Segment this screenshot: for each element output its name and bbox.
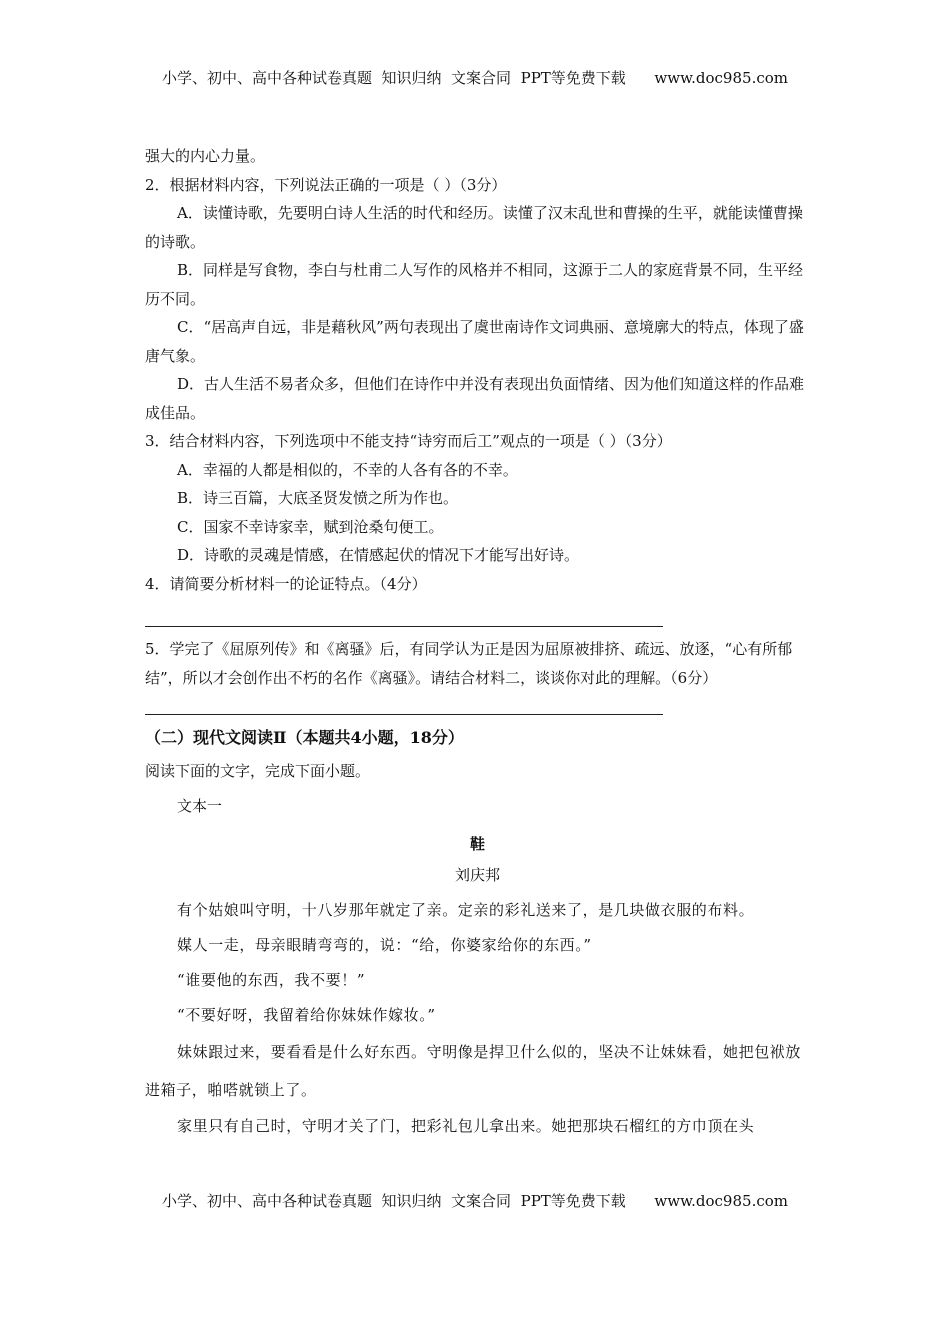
story-paragraph: 媒人一走，母亲眼睛弯弯的，说：“给，你婆家给你的东西。” [177,936,592,954]
question-5: 5．学完了《屈原列传》和《离骚》后，有同学认为正是因为屈原被排挤、疏远、放逐，“心有所郁结”，所以才会创作出不朽的名作《离骚》。请结合材料二，谈谈你对此的理解。（6分） [145,640,793,687]
page-header: 小学、初中、高中各种试卷真题 知识归纳 文案合同 PPT等免费下载 www.doc985.com [161,69,788,87]
continued-line: 强大的内心力量。 [145,147,266,165]
question-3-option-d: D．诗歌的灵魂是情感，在情感起伏的情况下才能写出好诗。 [177,546,580,564]
story-paragraph: 妹妹跟过来，要看看是什么好东西。守明像是捍卫什么似的，坚决不让妹妹看，她把包袱放进箱子，啪嗒就锁上了。 [145,1043,802,1099]
story-paragraph: “不要好呀，我留着给你妹妹作嫁妆。” [177,1006,436,1024]
question-2-option-a: A．读懂诗歌，先要明白诗人生活的时代和经历。读懂了汉末乱世和曹操的生平，就能读懂曹操的诗歌。 [145,204,803,251]
page-content [145,142,810,1144]
question-4: 4．请简要分析材料一的论证特点。（4分） [145,574,427,593]
story-paragraph: 有个姑娘叫守明，十八岁那年就定了亲。定亲的彩礼送来了，是几块做衣服的布料。 [177,901,755,919]
story-title: 鞋 [469,835,485,853]
question-3-option-c: C．国家不幸诗家幸，赋到沧桑句便工。 [177,517,444,536]
story-author: 刘庆邦 [454,865,500,884]
page-footer: 小学、初中、高中各种试卷真题 知识归纳 文案合同 PPT等免费下载 www.doc985.com [161,1192,788,1210]
question-3-option-a: A．幸福的人都是相似的，不幸的人各有各的不幸。 [177,460,518,479]
question-2-option-c: C．“居高声自远，非是藉秋风”两句表现出了虞世南诗作文词典丽、意境廓大的特点，体现了盛唐气象。 [145,318,804,365]
question-3-stem: 3．结合材料内容，下列选项中不能支持“诗穷而后工”观点的一项是（ ）（3分） [145,432,672,450]
story-paragraph: 家里只有自己时，守明才关了门，把彩礼包儿拿出来。她把那块石榴红的方巾顶在头 [177,1117,755,1135]
question-2-option-b: B．同样是写食物，李白与杜甫二人写作的风格并不相同，这源于二人的家庭背景不同，生平经历不同。 [145,261,804,308]
question-2-option-d: D．古人生活不易者众多，但他们在诗作中并没有表现出负面情绪、因为他们知道这样的作品难成佳品。 [145,375,805,422]
section-2-instruction: 阅读下面的文字，完成下面小题。 [145,762,371,780]
question-3-option-b: B．诗三百篇，大底圣贤发愤之所为作也。 [177,489,459,507]
text-label: 文本一 [177,796,223,815]
section-2-title: （二）现代文阅读Ⅱ（本题共4小题，18分） [145,728,464,747]
question-2-stem: 2．根据材料内容，下列说法正确的一项是（ ）（3分） [145,175,507,194]
story-paragraph: “谁要他的东西，我不要！” [177,971,366,989]
